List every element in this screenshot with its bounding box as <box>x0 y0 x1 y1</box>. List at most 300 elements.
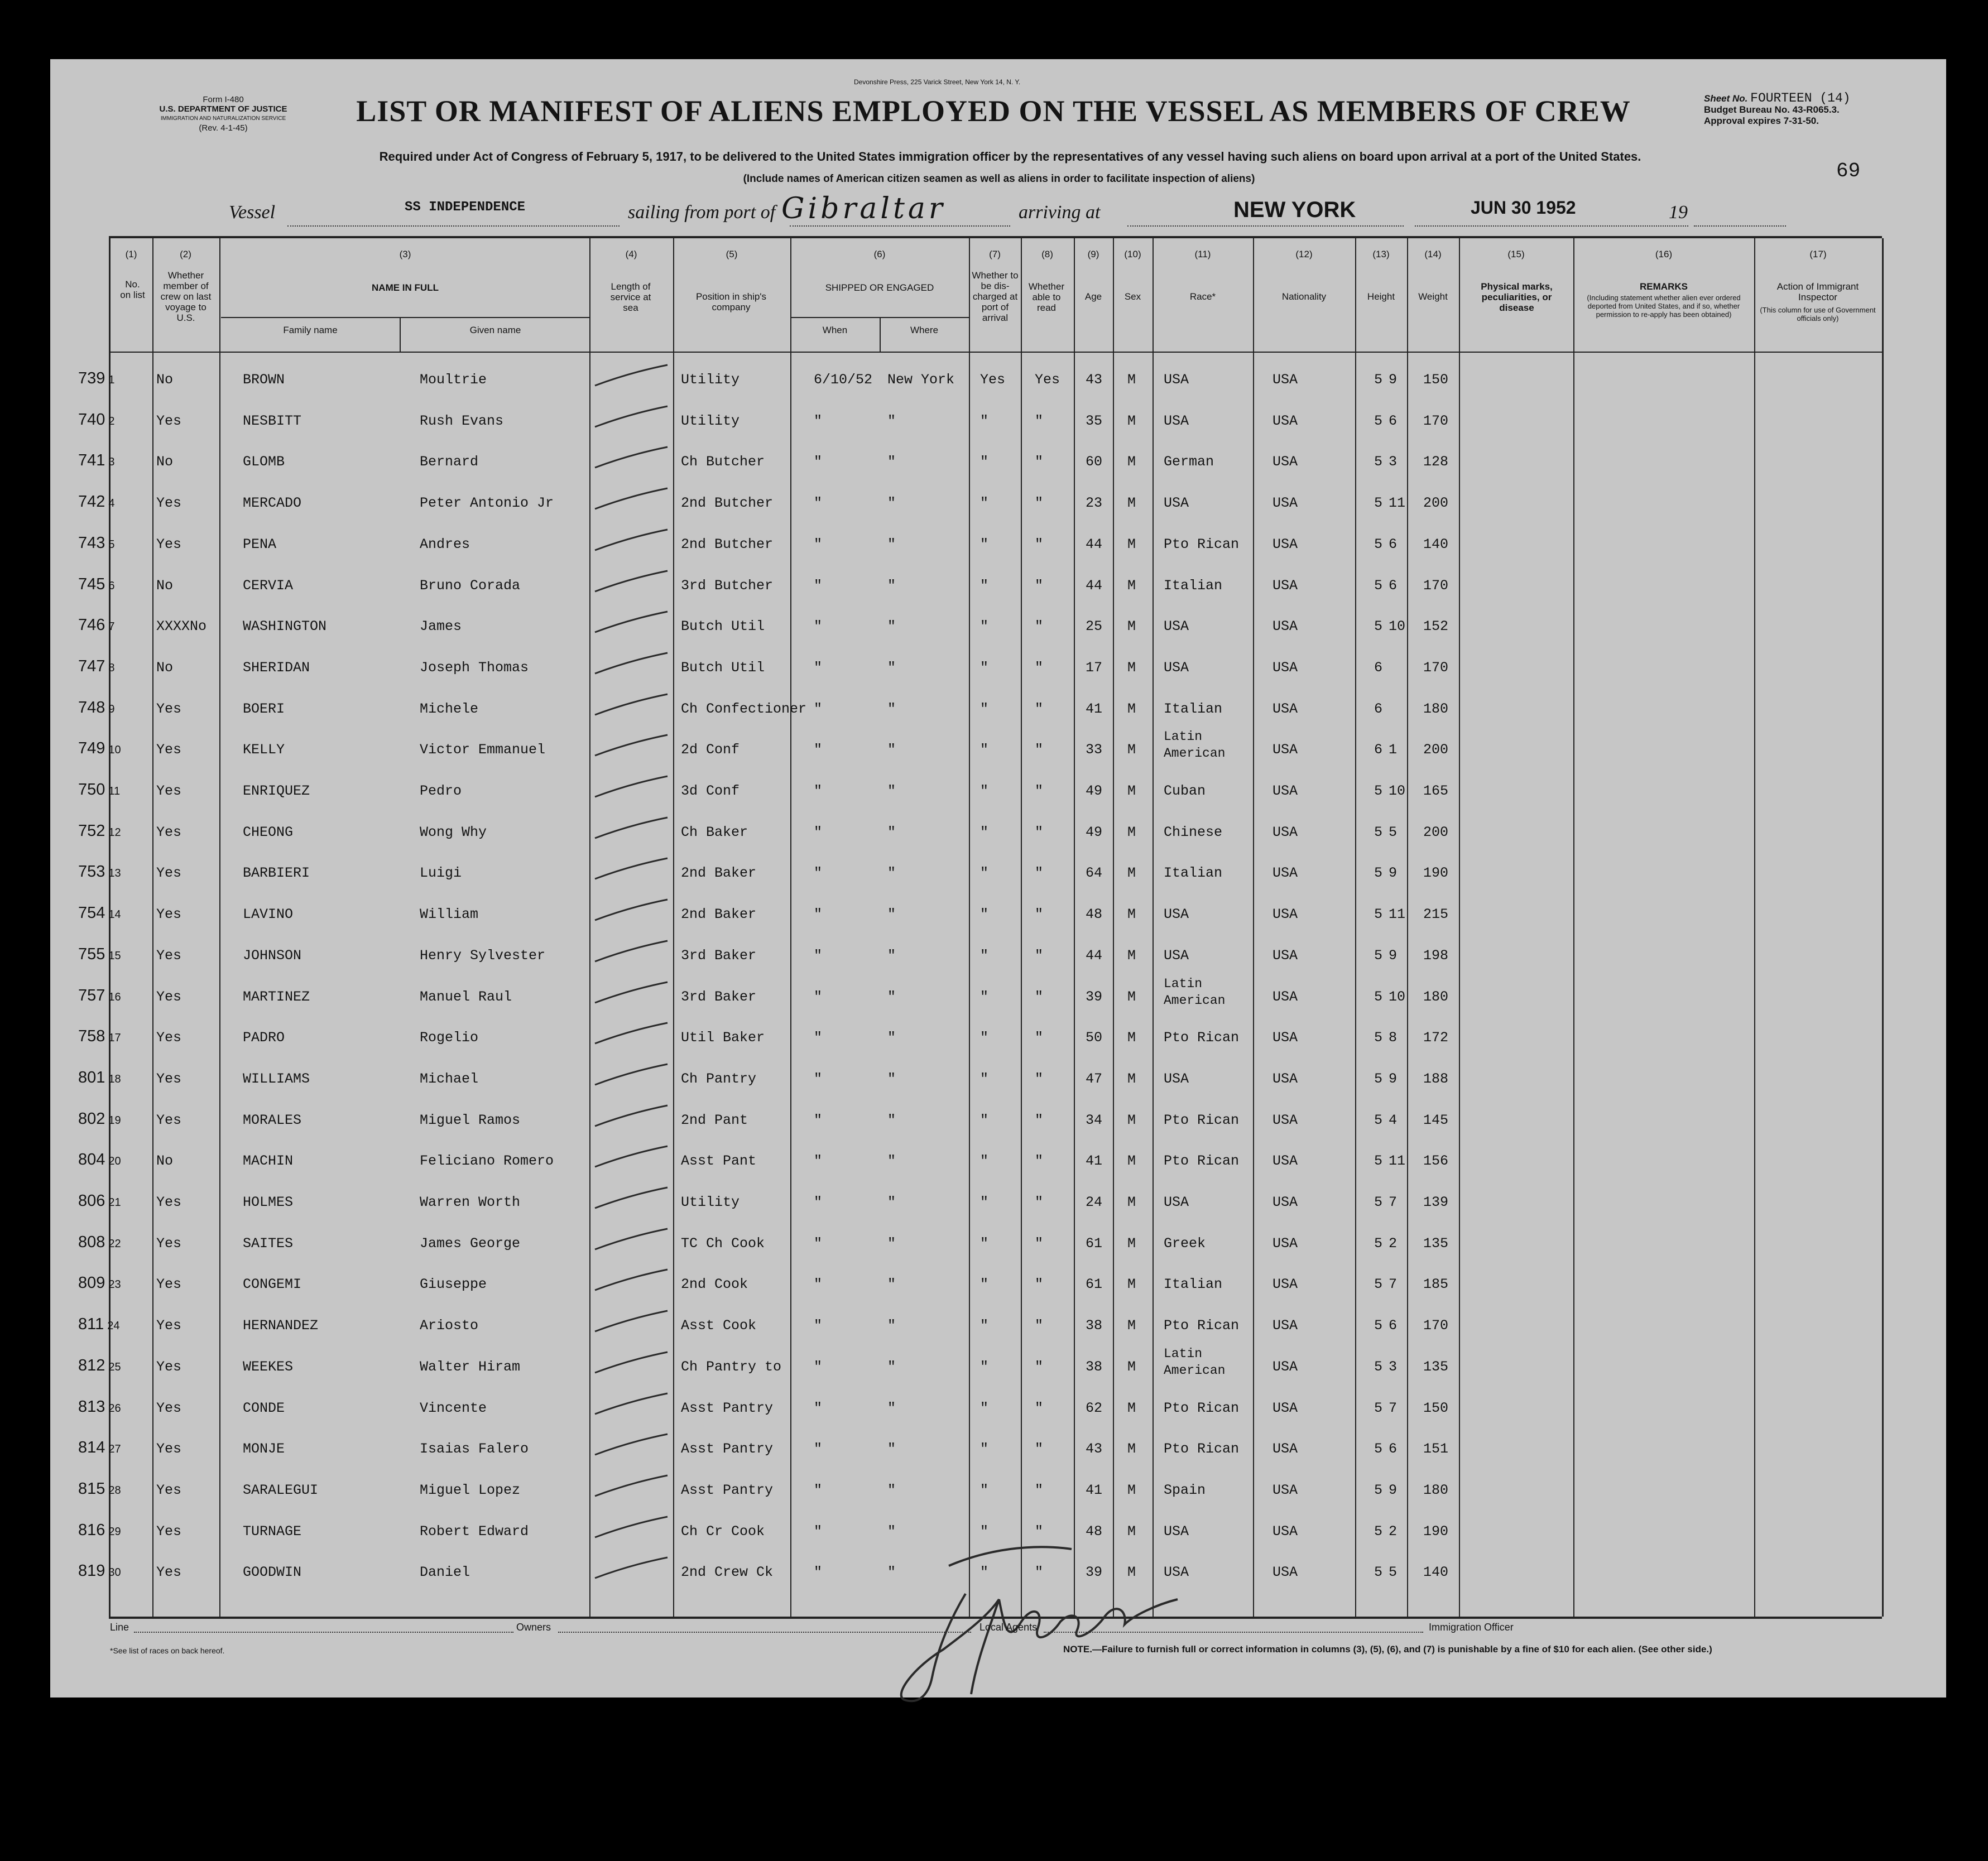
height-inches: 6 <box>1389 577 1398 594</box>
service-check-mark <box>589 1512 673 1546</box>
handwritten-number: 808 <box>78 1233 105 1251</box>
service-check-mark <box>589 813 673 847</box>
race-continued: American <box>1164 1363 1226 1378</box>
service-check-mark <box>589 1306 673 1340</box>
column-rule <box>1407 238 1408 1617</box>
page-number: 69 <box>1836 160 1861 182</box>
age: 44 <box>1086 536 1103 552</box>
weight: 135 <box>1423 1235 1449 1252</box>
col10-label: Sex <box>1124 291 1141 302</box>
race: USA <box>1164 1564 1189 1581</box>
race: USA <box>1164 618 1189 635</box>
shipped-when: " <box>814 1070 823 1087</box>
column-rule <box>790 238 791 1617</box>
race: Latin <box>1164 976 1203 991</box>
handwritten-number: 757 <box>78 986 105 1004</box>
service-check-mark <box>589 1553 673 1586</box>
family-name: WILLIAMS <box>243 1070 310 1087</box>
list-number <box>78 699 115 717</box>
handwritten-number: 749 <box>78 739 105 758</box>
sex: M <box>1127 1030 1136 1046</box>
family-name: MORALES <box>243 1112 302 1128</box>
weight: 170 <box>1423 577 1449 594</box>
service-check-mark <box>589 484 673 517</box>
column-rule <box>969 238 970 1617</box>
nationality: USA <box>1272 1276 1298 1293</box>
include-note: (Include names of American citizen seamen as well as aliens in order to facilitate inspection of aliens) <box>743 173 1255 185</box>
age: 61 <box>1086 1235 1103 1252</box>
shipped-when: " <box>814 824 823 840</box>
given-name: Isaias Falero <box>420 1441 529 1458</box>
weight: 156 <box>1423 1153 1449 1170</box>
height-inches: 7 <box>1389 1276 1398 1293</box>
sex: M <box>1127 618 1136 635</box>
shipped-when: " <box>814 1030 823 1046</box>
race: Spain <box>1164 1482 1206 1498</box>
handwritten-number: 740 <box>78 410 105 429</box>
nationality: USA <box>1272 742 1298 758</box>
shipped-when: " <box>814 1358 823 1375</box>
sex: M <box>1127 454 1136 470</box>
last-voyage: Yes <box>156 536 182 552</box>
printed-line-number: 8 <box>108 661 115 674</box>
last-voyage: Yes <box>156 1030 182 1046</box>
able-to-read: " <box>1035 1276 1044 1293</box>
age: 43 <box>1086 1441 1103 1458</box>
height-feet: 5 <box>1374 1564 1383 1581</box>
nationality: USA <box>1272 988 1298 1005</box>
service-check-mark <box>589 936 673 970</box>
discharged: " <box>980 1482 989 1498</box>
last-voyage: Yes <box>156 495 182 512</box>
weight: 145 <box>1423 1112 1449 1128</box>
able-to-read: " <box>1035 618 1044 635</box>
shipped-where: " <box>887 947 896 964</box>
handwritten-number: 748 <box>78 698 105 716</box>
service-check-mark <box>589 525 673 559</box>
given-name: Walter Hiram <box>420 1358 521 1375</box>
service-check-mark <box>589 1060 673 1093</box>
age: 50 <box>1086 1030 1103 1046</box>
able-to-read: " <box>1035 659 1044 676</box>
last-voyage: Yes <box>156 700 182 717</box>
sheet-number: FOURTEEN (14) <box>1750 91 1851 105</box>
able-to-read: " <box>1035 1030 1044 1046</box>
age: 25 <box>1086 618 1103 635</box>
race: USA <box>1164 412 1189 429</box>
list-number <box>78 822 121 840</box>
printed-line-number: 29 <box>108 1525 121 1538</box>
position: 2nd Butcher <box>681 495 774 512</box>
nationality: USA <box>1272 1070 1298 1087</box>
handwritten-number: 811 <box>78 1315 104 1334</box>
height-inches: 9 <box>1389 947 1398 964</box>
family-name: CERVIA <box>243 577 294 594</box>
shipped-where: " <box>887 1030 896 1046</box>
agents-label: Local Agents <box>979 1622 1038 1633</box>
given-name: William <box>420 906 479 923</box>
height-inches: 2 <box>1389 1523 1398 1540</box>
printed-line-number: 17 <box>108 1032 121 1045</box>
service-check-mark <box>589 360 673 394</box>
position: Utility <box>681 1194 740 1210</box>
given-name: Michael <box>420 1070 479 1087</box>
service-check-mark <box>589 1142 673 1175</box>
sex: M <box>1127 783 1136 799</box>
family-name: HERNANDEZ <box>243 1317 319 1334</box>
col13-num: (13) <box>1372 249 1390 259</box>
given-name: Giuseppe <box>420 1276 487 1293</box>
nationality: USA <box>1272 824 1298 840</box>
list-number <box>78 1233 121 1252</box>
able-to-read: " <box>1035 947 1044 964</box>
height-feet: 5 <box>1374 1153 1383 1170</box>
weight: 150 <box>1423 372 1449 388</box>
printed-line-number: 4 <box>108 497 115 510</box>
shipped-when: " <box>814 865 823 882</box>
position: Utility <box>681 412 740 429</box>
handwritten-number: 801 <box>78 1068 105 1086</box>
shipped-when: " <box>814 700 823 717</box>
shipped-where: " <box>887 1276 896 1293</box>
last-voyage: Yes <box>156 1482 182 1498</box>
shipped-when: " <box>814 536 823 552</box>
col8-num: (8) <box>1041 249 1053 259</box>
last-voyage: Yes <box>156 1441 182 1458</box>
sex: M <box>1127 1400 1136 1416</box>
age: 41 <box>1086 700 1103 717</box>
shipped-when: " <box>814 1564 823 1581</box>
shipped-when: " <box>814 618 823 635</box>
handwritten-number: 741 <box>78 451 105 470</box>
form-number: Form I-480 <box>203 95 244 104</box>
sex: M <box>1127 947 1136 964</box>
discharged: " <box>980 659 989 676</box>
col9-label: Age <box>1084 291 1102 302</box>
height-feet: 5 <box>1374 495 1383 512</box>
manifest-sheet <box>50 59 1946 1697</box>
nationality: USA <box>1272 1564 1298 1581</box>
column-rule <box>1355 238 1356 1617</box>
shipped-where: " <box>887 454 896 470</box>
weight: 172 <box>1423 1030 1449 1046</box>
service-check-mark <box>589 1265 673 1299</box>
weight: 200 <box>1423 824 1449 840</box>
able-to-read: " <box>1035 1564 1044 1581</box>
age: 49 <box>1086 824 1103 840</box>
shipped-where: " <box>887 783 896 799</box>
header-rule <box>109 352 1355 353</box>
shipped-where: New York <box>887 372 955 388</box>
weight: 152 <box>1423 618 1449 635</box>
weight: 140 <box>1423 1564 1449 1581</box>
list-number <box>78 904 121 922</box>
nationality: USA <box>1272 536 1298 552</box>
budget-bureau: Budget Bureau No. 43-R065.3. <box>1704 104 1840 115</box>
shipped-when: " <box>814 1153 823 1170</box>
list-number <box>78 1192 121 1210</box>
col17-sub: (This column for use of Government officials only) <box>1760 306 1876 323</box>
list-number <box>78 369 115 388</box>
height-inches: 7 <box>1389 1194 1398 1210</box>
able-to-read: " <box>1035 1070 1044 1087</box>
discharged: " <box>980 495 989 512</box>
able-to-read: " <box>1035 824 1044 840</box>
col3-family: Family name <box>283 325 338 335</box>
handwritten-number: 754 <box>78 904 105 922</box>
service-check-mark <box>589 1183 673 1216</box>
given-name: Vincente <box>420 1400 487 1416</box>
service-check-mark <box>589 607 673 641</box>
shipped-where: " <box>887 1358 896 1375</box>
nationality: USA <box>1272 495 1298 512</box>
family-name: KELLY <box>243 742 285 758</box>
able-to-read: " <box>1035 1194 1044 1210</box>
family-name: HOLMES <box>243 1194 294 1210</box>
given-name: Andres <box>420 536 470 552</box>
height-feet: 5 <box>1374 1235 1383 1252</box>
shipped-where: " <box>887 495 896 512</box>
col3-label: NAME IN FULL <box>372 282 439 293</box>
family-name: TURNAGE <box>243 1523 302 1540</box>
last-voyage: Yes <box>156 1112 182 1128</box>
race: Cuban <box>1164 783 1206 799</box>
weight: 198 <box>1423 947 1449 964</box>
position: Ch Pantry to <box>681 1358 782 1375</box>
printed-line-number: 25 <box>108 1360 121 1373</box>
height-feet: 5 <box>1374 1482 1383 1498</box>
able-to-read: " <box>1035 454 1044 470</box>
family-name: BARBIERI <box>243 865 310 882</box>
height-inches: 9 <box>1389 372 1398 388</box>
printed-line-number: 21 <box>108 1196 121 1209</box>
nationality: USA <box>1272 1482 1298 1498</box>
list-number <box>78 1315 119 1334</box>
race: Pto Rican <box>1164 1153 1240 1170</box>
height-feet: 5 <box>1374 412 1383 429</box>
col14-label: Weight <box>1418 291 1448 302</box>
weight: 200 <box>1423 742 1449 758</box>
weight: 170 <box>1423 659 1449 676</box>
sex: M <box>1127 1070 1136 1087</box>
discharged: " <box>980 1441 989 1458</box>
height-inches: 2 <box>1389 1235 1398 1252</box>
sex: M <box>1127 1153 1136 1170</box>
race: Pto Rican <box>1164 536 1240 552</box>
shipped-when: " <box>814 659 823 676</box>
handwritten-number: 812 <box>78 1356 105 1374</box>
last-voyage: Yes <box>156 1194 182 1210</box>
col10-num: (10) <box>1124 249 1141 259</box>
height-feet: 5 <box>1374 824 1383 840</box>
list-number <box>78 1151 121 1169</box>
weight: 185 <box>1423 1276 1449 1293</box>
sex: M <box>1127 824 1136 840</box>
family-name: BOERI <box>243 700 285 717</box>
family-name: WEEKES <box>243 1358 294 1375</box>
shipped-when: " <box>814 988 823 1005</box>
shipped-where: " <box>887 412 896 429</box>
position: Ch Confectioner <box>681 700 807 717</box>
sex: M <box>1127 1482 1136 1498</box>
position: 3rd Baker <box>681 988 757 1005</box>
family-name: MERCADO <box>243 495 302 512</box>
printed-line-number: 27 <box>108 1443 121 1456</box>
age: 44 <box>1086 577 1103 594</box>
weight: 188 <box>1423 1070 1449 1087</box>
discharged: " <box>980 577 989 594</box>
family-name: SAITES <box>243 1235 294 1252</box>
height-inches: 4 <box>1389 1112 1398 1128</box>
handwritten-number: 809 <box>78 1274 105 1292</box>
service-check-mark <box>589 772 673 805</box>
nationality: USA <box>1272 412 1298 429</box>
discharged: " <box>980 783 989 799</box>
sex: M <box>1127 1112 1136 1128</box>
fine-note: NOTE.—Failure to furnish full or correct information in columns (3), (5), (6), and (7) is punishable by a fine of $10 for each alien. (See other side.) <box>1063 1644 1712 1655</box>
height-feet: 5 <box>1374 454 1383 470</box>
column-rule <box>152 238 153 1617</box>
given-name: Manuel Raul <box>420 988 512 1005</box>
discharged: " <box>980 618 989 635</box>
list-number <box>78 616 115 634</box>
weight: 190 <box>1423 1523 1449 1540</box>
age: 38 <box>1086 1358 1103 1375</box>
height-inches: 3 <box>1389 454 1398 470</box>
age: 24 <box>1086 1194 1103 1210</box>
position: Asst Cook <box>681 1317 757 1334</box>
handwritten-number: 758 <box>78 1027 105 1046</box>
col4-label: Length of service at sea <box>610 281 651 313</box>
height-inches: 10 <box>1389 618 1406 635</box>
shipped-when: " <box>814 1400 823 1416</box>
nationality: USA <box>1272 906 1298 923</box>
last-voyage: No <box>156 577 174 594</box>
col14-num: (14) <box>1424 249 1442 259</box>
nationality: USA <box>1272 577 1298 594</box>
handwritten-number: 804 <box>78 1151 105 1169</box>
list-number <box>78 1521 121 1540</box>
age: 39 <box>1086 988 1103 1005</box>
height-inches: 11 <box>1389 906 1406 923</box>
printed-line-number: 19 <box>108 1114 121 1127</box>
last-voyage: XXXXNo <box>156 618 207 635</box>
weight: 135 <box>1423 1358 1449 1375</box>
sex: M <box>1127 1358 1136 1375</box>
family-name: GOODWIN <box>243 1564 302 1581</box>
age: 61 <box>1086 1276 1103 1293</box>
sex: M <box>1127 1235 1136 1252</box>
height-feet: 5 <box>1374 1400 1383 1416</box>
given-name: James <box>420 618 462 635</box>
service-check-mark <box>589 1389 673 1422</box>
column-rule <box>1074 238 1075 1617</box>
given-name: Joseph Thomas <box>420 659 529 676</box>
position: Util Baker <box>681 1030 765 1046</box>
sex: M <box>1127 865 1136 882</box>
handwritten-number: 815 <box>78 1479 105 1498</box>
year-label: 19 <box>1669 202 1688 223</box>
family-name: WASHINGTON <box>243 618 327 635</box>
column-rule <box>1882 238 1884 1617</box>
column-rule <box>673 238 674 1617</box>
family-name: CHEONG <box>243 824 294 840</box>
races-note: *See list of races on back hereof. <box>110 1646 225 1655</box>
printed-line-number: 2 <box>108 415 115 427</box>
col2-label: Whether member of crew on last voyage to U.S. <box>160 270 212 323</box>
race-continued: American <box>1164 993 1226 1008</box>
race: USA <box>1164 1523 1189 1540</box>
family-name: SHERIDAN <box>243 659 310 676</box>
given-name: Michele <box>420 700 479 717</box>
list-number <box>78 1357 121 1375</box>
sex: M <box>1127 1564 1136 1581</box>
age: 49 <box>1086 783 1103 799</box>
age: 62 <box>1086 1400 1103 1416</box>
weight: 151 <box>1423 1441 1449 1458</box>
able-to-read: " <box>1035 783 1044 799</box>
nationality: USA <box>1272 1358 1298 1375</box>
race: USA <box>1164 906 1189 923</box>
able-to-read: " <box>1035 1523 1044 1540</box>
able-to-read: " <box>1035 495 1044 512</box>
handwritten-number: 743 <box>78 533 105 552</box>
nationality: USA <box>1272 1194 1298 1210</box>
position: 3rd Butcher <box>681 577 774 594</box>
race: Italian <box>1164 865 1223 882</box>
sheet-label: Sheet No. <box>1704 93 1748 104</box>
discharged: " <box>980 1070 989 1087</box>
given-name: Daniel <box>420 1564 470 1581</box>
service-check-mark <box>589 402 673 435</box>
printed-line-number: 1 <box>108 374 115 386</box>
family-name: CONGEMI <box>243 1276 302 1293</box>
race: Italian <box>1164 700 1223 717</box>
printed-line-number: 20 <box>108 1155 121 1168</box>
shipped-when: " <box>814 742 823 758</box>
height-inches: 6 <box>1389 1441 1398 1458</box>
shipped-where: " <box>887 1070 896 1087</box>
nationality: USA <box>1272 1523 1298 1540</box>
vessel-label: Vessel <box>229 202 276 223</box>
col11-label: Race* <box>1189 291 1216 302</box>
sex: M <box>1127 1276 1136 1293</box>
last-voyage: No <box>156 454 174 470</box>
race-continued: American <box>1164 746 1226 761</box>
height-feet: 5 <box>1374 1441 1383 1458</box>
able-to-read: " <box>1035 1153 1044 1170</box>
race: USA <box>1164 947 1189 964</box>
height-inches: 3 <box>1389 1358 1398 1375</box>
height-inches: 5 <box>1389 824 1398 840</box>
printed-line-number: 9 <box>108 703 115 715</box>
printed-line-number: 23 <box>108 1278 121 1291</box>
sex: M <box>1127 988 1136 1005</box>
race: Pto Rican <box>1164 1030 1240 1046</box>
age: 41 <box>1086 1153 1103 1170</box>
race: Pto Rican <box>1164 1317 1240 1334</box>
given-name: Bruno Corada <box>420 577 521 594</box>
given-name: Warren Worth <box>420 1194 521 1210</box>
shipped-where: " <box>887 1112 896 1128</box>
last-voyage: Yes <box>156 1400 182 1416</box>
shipped-when: " <box>814 1523 823 1540</box>
sex: M <box>1127 495 1136 512</box>
nationality: USA <box>1272 1317 1298 1334</box>
sex: M <box>1127 906 1136 923</box>
shipped-when: " <box>814 947 823 964</box>
height-inches: 9 <box>1389 1070 1398 1087</box>
